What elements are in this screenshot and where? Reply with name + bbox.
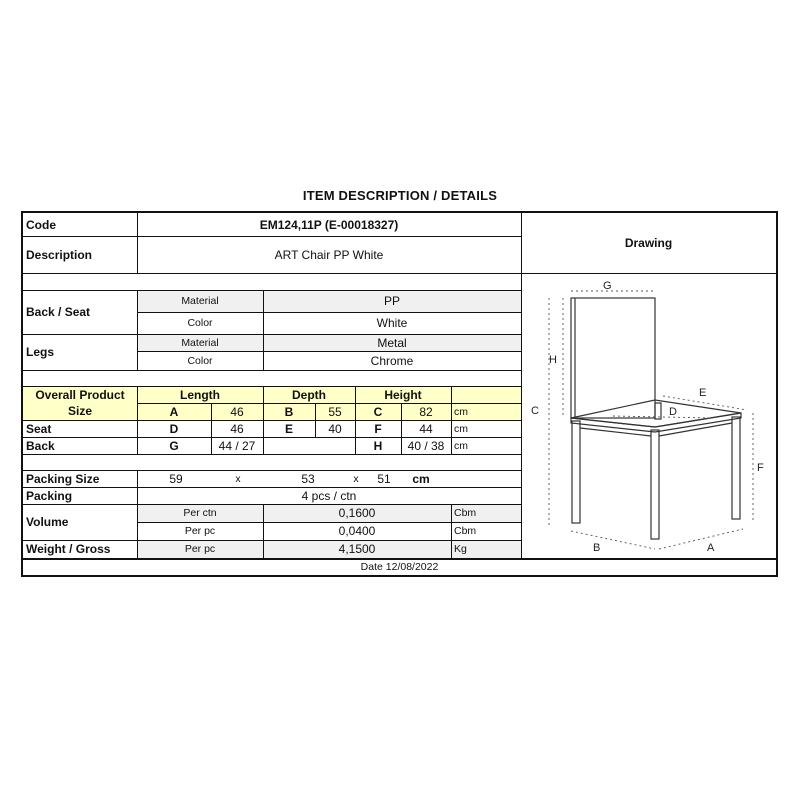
- packing-size-a: 59: [169, 471, 183, 486]
- volume-per-ctn-unit: Cbm: [451, 504, 521, 522]
- drawing-letter-h: H: [549, 354, 557, 366]
- volume-per-ctn-value: 0,1600: [263, 504, 451, 522]
- seat-length-key: D: [169, 421, 179, 436]
- dimension-line-a: [659, 529, 743, 549]
- code-label: Code: [26, 217, 56, 232]
- back-length-key: G: [169, 438, 179, 453]
- date-label: Date 12/08/2022: [360, 561, 439, 573]
- chair-rail: [580, 428, 651, 436]
- overall-depth-key: B: [263, 403, 315, 420]
- back-seat-material-value: PP: [263, 290, 521, 312]
- volume-per-ctn-key: Per ctn: [137, 504, 263, 522]
- sheet-title: ITEM DESCRIPTION / DETAILS: [302, 188, 498, 203]
- drawing-letter-c: C: [531, 405, 539, 417]
- seat-depth-key: E: [284, 421, 293, 436]
- volume-label: Volume: [26, 515, 69, 529]
- back-height-key: H: [373, 438, 383, 453]
- drawing-letter-d: D: [669, 406, 677, 418]
- seat-depth-value: 40: [328, 421, 342, 436]
- height-header: Height: [355, 386, 451, 403]
- back-label: Back: [26, 438, 55, 453]
- weight-label: Weight / Gross: [26, 542, 111, 556]
- seat-length-value: 46: [230, 421, 244, 436]
- chair-leg-front-right: [732, 417, 740, 519]
- packing-size-b: 53: [301, 471, 315, 486]
- seat-label: Seat: [26, 421, 52, 436]
- back-unit: cm: [454, 439, 468, 452]
- seat-unit: cm: [454, 422, 468, 435]
- overall-depth-value: 55: [315, 403, 355, 420]
- drawing-letter-b: B: [593, 542, 601, 554]
- depth-header: Depth: [263, 386, 355, 403]
- back-seat-color-value: White: [376, 316, 408, 330]
- chair-leg-front-left: [651, 430, 659, 539]
- drawing-letter-g: G: [603, 280, 612, 292]
- chair-backrest: [571, 298, 655, 418]
- packing-size-c: 51: [377, 471, 391, 486]
- seat-height-value: 44: [419, 421, 433, 436]
- drawing-label: Drawing: [624, 236, 673, 250]
- back-seat-material-key: Material: [137, 290, 263, 312]
- chair-seat-edge: [571, 413, 741, 432]
- weight-value: 4,1500: [263, 540, 451, 558]
- drawing-letter-e: E: [699, 387, 707, 399]
- chair-drawing: [23, 213, 776, 558]
- overall-height-key: C: [355, 403, 401, 420]
- packing-size-x2: x: [353, 472, 359, 485]
- seat-height-key: F: [374, 421, 382, 436]
- back-seat-color-key: Color: [187, 317, 213, 329]
- legs-color-key: Color: [187, 354, 213, 367]
- packing-label: Packing: [26, 488, 73, 503]
- dimension-line-b: [571, 531, 655, 549]
- drawing-letter-f: F: [757, 462, 764, 474]
- packing-value: 4 pcs / ctn: [301, 488, 357, 503]
- description-value: ART Chair PP White: [274, 247, 384, 262]
- legs-material-value: Metal: [263, 334, 521, 351]
- back-length-value: 44 / 27: [218, 438, 256, 453]
- overall-length-value: 46: [211, 403, 263, 420]
- overall-size-label-line1: Overall Product: [35, 388, 125, 402]
- legs-material-key: Material: [137, 334, 263, 351]
- chair-leg-back-left: [572, 421, 580, 523]
- overall-length-key: A: [137, 403, 211, 420]
- volume-per-pc-value: 0,0400: [338, 524, 376, 538]
- packing-size-unit: cm: [412, 471, 430, 486]
- grid-line: [23, 558, 776, 560]
- packing-size-x1: x: [235, 472, 241, 485]
- description-label: Description: [26, 247, 93, 262]
- overall-height-value: 82: [401, 403, 451, 420]
- code-value: EM124,11P (E-00018327): [259, 217, 399, 232]
- packing-size-label: Packing Size: [26, 471, 100, 486]
- drawing-letter-a: A: [707, 542, 715, 554]
- weight-unit: Kg: [451, 540, 521, 558]
- weight-key: Per pc: [137, 540, 263, 558]
- chair-seat: [571, 400, 741, 427]
- legs-label: Legs: [26, 345, 55, 359]
- overall-unit: cm: [451, 403, 521, 420]
- volume-per-pc-key: Per pc: [184, 525, 216, 537]
- overall-size-label-line2: Size: [67, 404, 92, 418]
- back-seat-label: Back / Seat: [26, 305, 91, 319]
- legs-color-value: Chrome: [370, 353, 414, 368]
- item-details-sheet: [21, 211, 778, 577]
- volume-per-pc-unit: Cbm: [454, 525, 477, 537]
- back-height-value: 40 / 38: [407, 438, 445, 453]
- length-header: Length: [137, 386, 263, 403]
